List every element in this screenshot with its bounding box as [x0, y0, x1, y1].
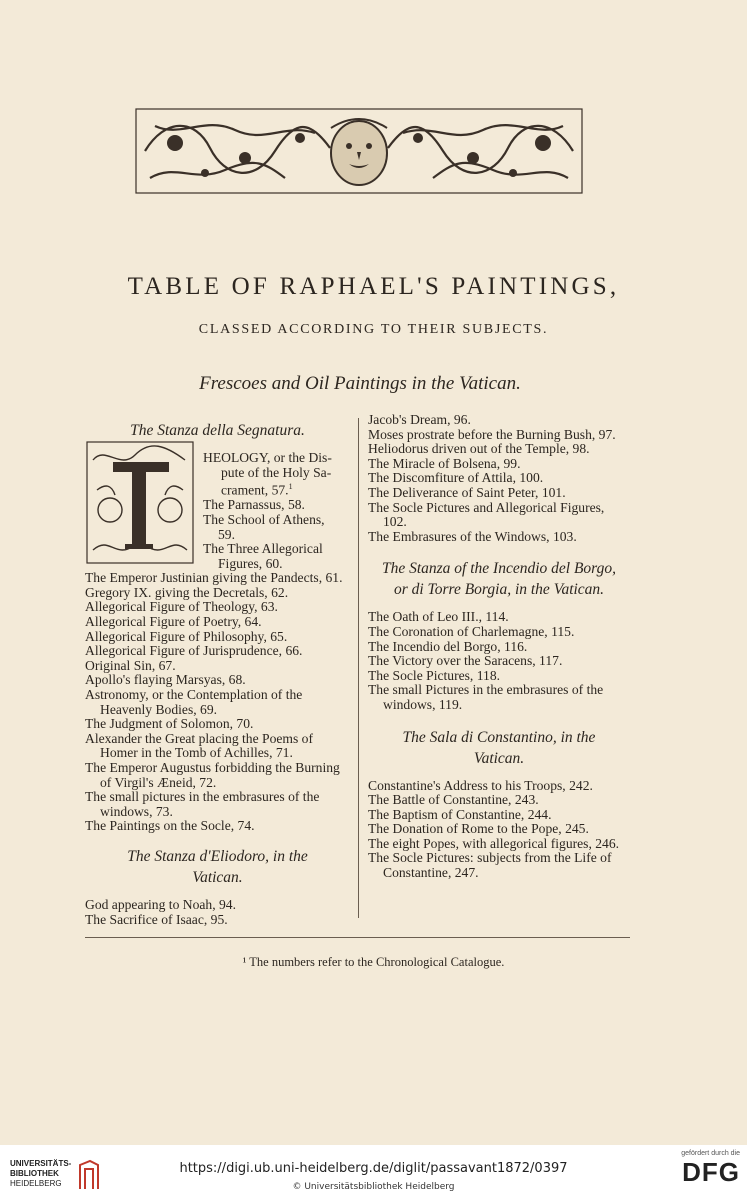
entry: Gregory IX. giving the Decretals, 62. — [85, 584, 289, 600]
entry: Moses prostrate before the Burning Bush, 97. — [368, 426, 616, 442]
entry: Figures, 60. — [218, 555, 283, 571]
permalink-url[interactable]: https://digi.ub.uni-heidelberg.de/diglit/passavant1872/0397 — [179, 1161, 568, 1176]
entry: The Paintings on the Socle, 74. — [85, 818, 255, 834]
entry: Constantine's Address to his Troops, 242. — [368, 777, 593, 793]
entry: Heliodorus driven out of the Temple, 98. — [368, 441, 590, 457]
entry: The Sacrifice of Isaac, 95. — [85, 911, 228, 927]
entry: Jacob's Dream, 96. — [368, 412, 471, 427]
footnote-rule — [85, 937, 630, 938]
right-column — [368, 413, 630, 881]
dropcap-entries — [85, 451, 350, 571]
entry: pute of the Holy Sa- — [221, 464, 332, 480]
entry: The Deliverance of Saint Peter, 101. — [368, 484, 566, 500]
entry: HEOLOGY, or the Dis- — [203, 450, 332, 465]
entry: The Socle Pictures and Allegorical Figures, 102. — [368, 499, 605, 530]
ornamental-headpiece — [135, 108, 583, 194]
entry: The Donation of Rome to the Pope, 245. — [368, 821, 589, 837]
page-subtitle: CLASSED ACCORDING TO THEIR SUBJECTS. — [198, 322, 549, 337]
entry-text: crament, 57. — [221, 482, 289, 498]
entry: The Discomfiture of Attila, 100. — [368, 470, 544, 486]
entry: The Battle of Constantine, 243. — [368, 792, 539, 808]
entry: The Incendio del Borgo, 116. — [368, 638, 528, 654]
copyright: © Universitätsbibliothek Heidelberg — [292, 1182, 455, 1192]
entry: 59. — [218, 526, 235, 542]
entry: The Emperor Justinian giving the Pandects, 61. — [85, 570, 343, 586]
entry: The small pictures in the embrasures of the windows, 73. — [85, 789, 320, 819]
entry: Original Sin, 67. — [85, 657, 176, 673]
section-title-constantino: The Sala di Constantino, in the Vatican. — [402, 728, 596, 767]
entry: Apollo's flaying Marsyas, 68. — [85, 672, 246, 688]
entry: Alexander the Great placing the Poems of Homer in the Tomb of Achilles, 71. — [85, 730, 313, 761]
section-title-incendio: The Stanza of the Incendio del Borgo, or di Torre Borgia, in the Vatican. — [381, 560, 617, 599]
entry: The Judgment of Solomon, 70. — [85, 716, 254, 732]
page-title: TABLE OF RAPHAEL'S PAINTINGS, — [127, 273, 620, 300]
dfg-logo[interactable] — [665, 1150, 740, 1195]
left-column — [85, 420, 350, 927]
section-title-segnatura: The Stanza della Segnatura. — [130, 422, 305, 439]
entry — [203, 480, 350, 498]
entry: The Embrasures of the Windows, 103. — [368, 528, 577, 544]
dfg-wordmark: DFG — [682, 1157, 740, 1187]
dfg-caption: gefördert durch die — [681, 1150, 740, 1157]
entry: The Coronation of Charlemagne, 115. — [368, 623, 575, 639]
entry: Allegorical Figure of Poetry, 64. — [85, 614, 262, 630]
library-line: BIBLIOTHEK — [10, 1169, 59, 1178]
entry: The Victory over the Saracens, 117. — [368, 653, 563, 669]
entry: The small Pictures in the embrasures of the windows, 119. — [368, 682, 604, 712]
entry: The Miracle of Bolsena, 99. — [368, 455, 521, 471]
section-title-eliodoro: The Stanza d'Eliodoro, in the Vatican. — [127, 847, 308, 886]
entry: The School of Athens, — [203, 511, 325, 527]
entry: The Oath of Leo III., 114. — [368, 609, 509, 625]
entry: God appearing to Noah, 94. — [85, 896, 237, 912]
footnote: ¹ The numbers refer to the Chronological Catalogue. — [242, 955, 505, 969]
entry: The Socle Pictures, 118. — [368, 667, 501, 683]
entry: The Parnassus, 58. — [203, 497, 305, 513]
entry: Allegorical Figure of Theology, 63. — [85, 599, 278, 615]
entry: Astronomy, or the Contemplation of the Heavenly Bodies, 69. — [85, 687, 303, 717]
section-heading: Frescoes and Oil Paintings in the Vatican. — [199, 373, 521, 394]
entry: The Baptism of Constantine, 244. — [368, 806, 552, 822]
library-line: HEIDELBERG — [10, 1179, 62, 1188]
entry: The Three Allegorical — [203, 541, 323, 557]
entry: The Socle Pictures: subjects from the Life of Constantine, 247. — [368, 850, 612, 881]
library-line: UNIVERSITÄTS- — [10, 1159, 72, 1168]
entry: Allegorical Figure of Philosophy, 65. — [85, 628, 288, 644]
entry: The Emperor Augustus forbidding the Burning of Virgil's Æneid, 72. — [85, 760, 340, 790]
column-divider — [358, 418, 359, 918]
footnote-mark: 1 — [288, 482, 293, 492]
entry: The eight Popes, with allegorical figures, 246. — [368, 835, 620, 851]
entry: Allegorical Figure of Jurisprudence, 66. — [85, 643, 303, 659]
